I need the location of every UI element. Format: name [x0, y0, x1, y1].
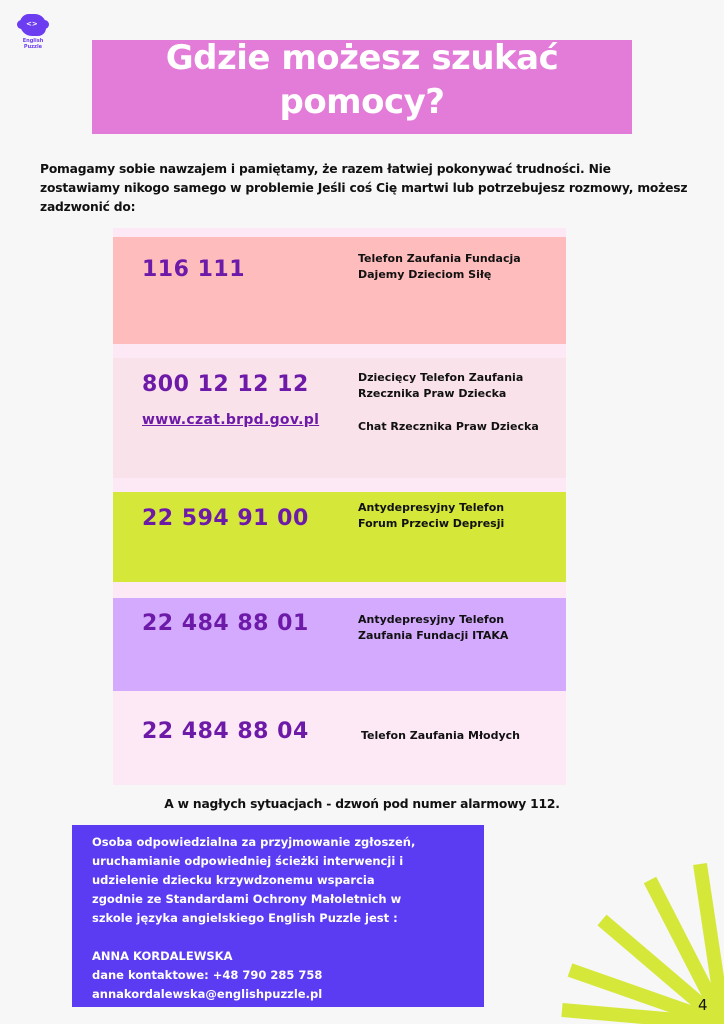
intro-paragraph: Pomagamy sobie nawzajem i pamiętamy, że razem łatwiej pokonywać trudności. Nie zostawiamy nikogo samego w problemie Jeśli coś Cię martwi lub potrzebujesz rozmowy, możesz zadzwonić do:	[40, 162, 688, 214]
hotline-number[interactable]: 800 12 12 12	[142, 372, 309, 397]
emergency-note: A w nagłych sytuacjach - dzwoń pod numer alarmowy 112.	[164, 797, 560, 811]
page-title-line2: pomocy?	[279, 82, 445, 122]
page-title	[92, 36, 632, 124]
hotline-number[interactable]: 22 484 88 01	[142, 611, 309, 636]
hotline-description: Antydepresyjny Telefon Zaufania Fundacji ITAKA	[358, 613, 509, 642]
sunburst-decoration-icon	[540, 850, 724, 1024]
contact-phone[interactable]: dane kontaktowe: +48 790 285 758	[92, 968, 323, 982]
contact-email[interactable]: annakordalewska@englishpuzzle.pl	[92, 987, 323, 1001]
english-puzzle-logo	[18, 14, 48, 52]
hotline-description: Telefon Zaufania Młodych	[361, 729, 521, 742]
hotline-description: Telefon Zaufania Fundacja Dajemy Dzieciom Siłę	[358, 252, 521, 281]
hotline-card-22594	[113, 492, 566, 582]
hotline-description: Dziecięcy Telefon Zaufania Rzecznika Praw Dziecka	[358, 371, 524, 400]
page-title-line1: Gdzie możesz szukać	[165, 38, 559, 78]
page-number: 4	[698, 996, 708, 1014]
hotline-number[interactable]: 22 484 88 04	[142, 719, 309, 744]
hotline-number[interactable]: 22 594 91 00	[142, 506, 309, 531]
contact-text: Osoba odpowiedzialna za przyjmowanie zgłoszeń, uruchamianie odpowiedniej ścieżki interwencji i udzielenie dziecku krzywdzonemu wsparcia zgodnie ze Standardami Ochrony Małoletnich w szkole języka angielskiego English Puzzle jest : ANNA KORDALEWSKA dane kontaktowe: +48 790 285 758 annakordalewska@englishpuzzle.pl	[92, 835, 416, 1001]
chat-link[interactable]: www.czat.brpd.gov.pl	[142, 412, 320, 428]
hotline-description: Antydepresyjny Telefon Forum Przeciw Depresji	[358, 501, 505, 530]
hotline-card-2248404	[113, 706, 566, 785]
hotline-number[interactable]: 116 111	[142, 257, 246, 282]
hotline-card-116111	[113, 237, 566, 344]
chat-description: Chat Rzecznika Praw Dziecka	[358, 420, 539, 433]
puzzle-logo-icon: <>	[20, 14, 46, 36]
hotline-card-2248401	[113, 598, 566, 691]
logo-text: English Puzzle	[22, 38, 44, 50]
contact-name: ANNA KORDALEWSKA	[92, 949, 233, 963]
hotline-card-800121212	[113, 358, 566, 478]
